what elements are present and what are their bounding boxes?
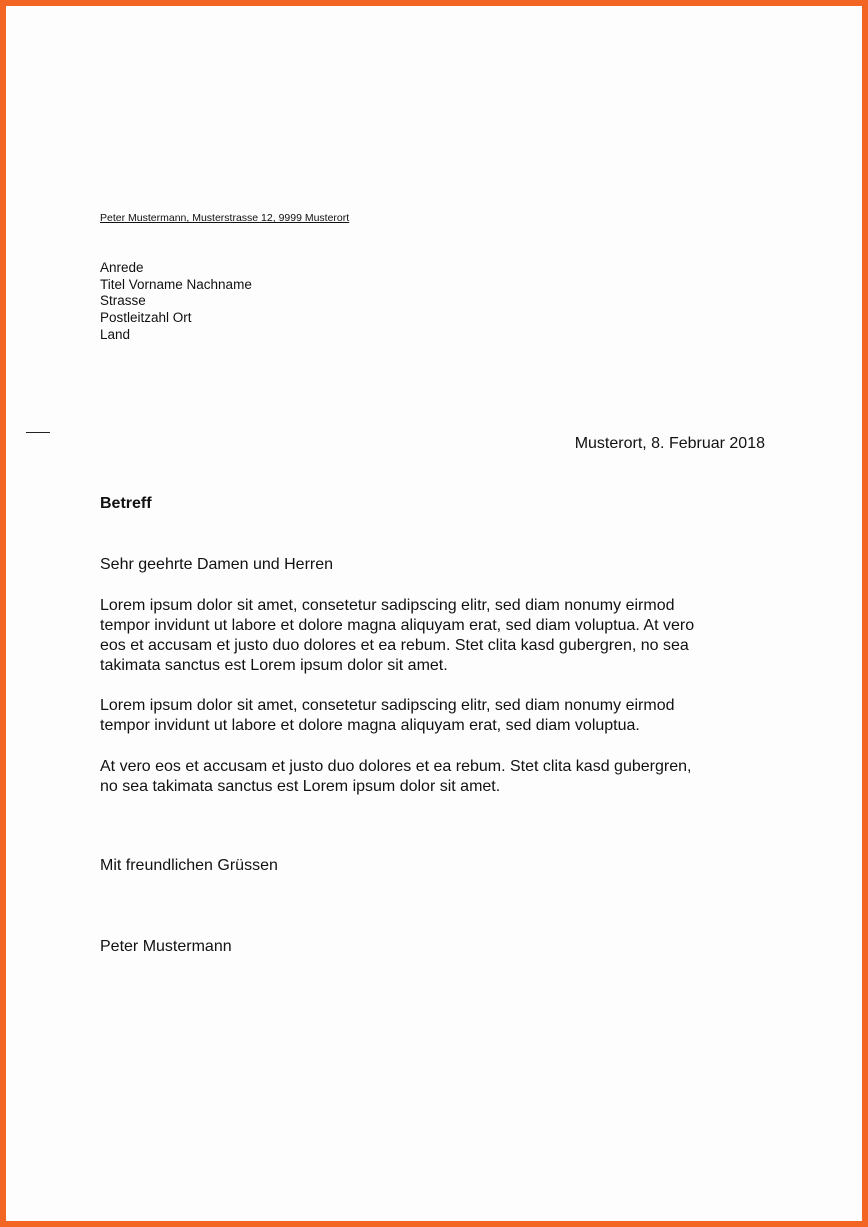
recipient-address-block — [100, 260, 252, 344]
paragraph-line: Lorem ipsum dolor sit amet, consetetur sadipscing elitr, sed diam nonumy eirmod — [100, 697, 675, 714]
paragraph-line: eos et accusam et justo duo dolores et ea rebum. Stet clita kasd gubergren, no sea — [100, 637, 689, 654]
recipient-line-name: Titel Vorname Nachname — [100, 276, 252, 292]
paragraph-line: tempor invidunt ut labore et dolore magna aliquyam erat, sed diam voluptua. At vero — [100, 617, 695, 634]
closing-phrase: Mit freundlichen Grüssen — [100, 857, 278, 874]
paragraph-line: takimata sanctus est Lorem ipsum dolor sit amet. — [100, 657, 448, 674]
salutation: Sehr geehrte Damen und Herren — [100, 556, 334, 573]
body-paragraph — [100, 757, 780, 797]
signature-name: Peter Mustermann — [100, 938, 232, 955]
recipient-line-salutation: Anrede — [100, 260, 144, 275]
recipient-line-country: Land — [100, 326, 131, 342]
paragraph-line: no sea takimata sanctus est Lorem ipsum dolor sit amet. — [100, 778, 501, 795]
paragraph-line: At vero eos et accusam et justo duo dolores et ea rebum. Stet clita kasd gubergren, — [100, 758, 692, 775]
body-paragraph — [100, 696, 780, 736]
fold-mark — [26, 432, 50, 433]
sender-address-line: Peter Mustermann, Musterstrasse 12, 9999 Musterort — [100, 212, 350, 224]
subject-heading: Betreff — [100, 495, 152, 512]
paragraph-line: Lorem ipsum dolor sit amet, consetetur sadipscing elitr, sed diam nonumy eirmod — [100, 597, 675, 614]
body-paragraph — [100, 596, 780, 676]
recipient-line-city: Postleitzahl Ort — [100, 310, 192, 326]
date-line: Musterort, 8. Februar 2018 — [574, 435, 765, 452]
recipient-line-street: Strasse — [100, 293, 146, 309]
paragraph-line: tempor invidunt ut labore et dolore magna aliquyam erat, sed diam voluptua. — [100, 717, 640, 734]
